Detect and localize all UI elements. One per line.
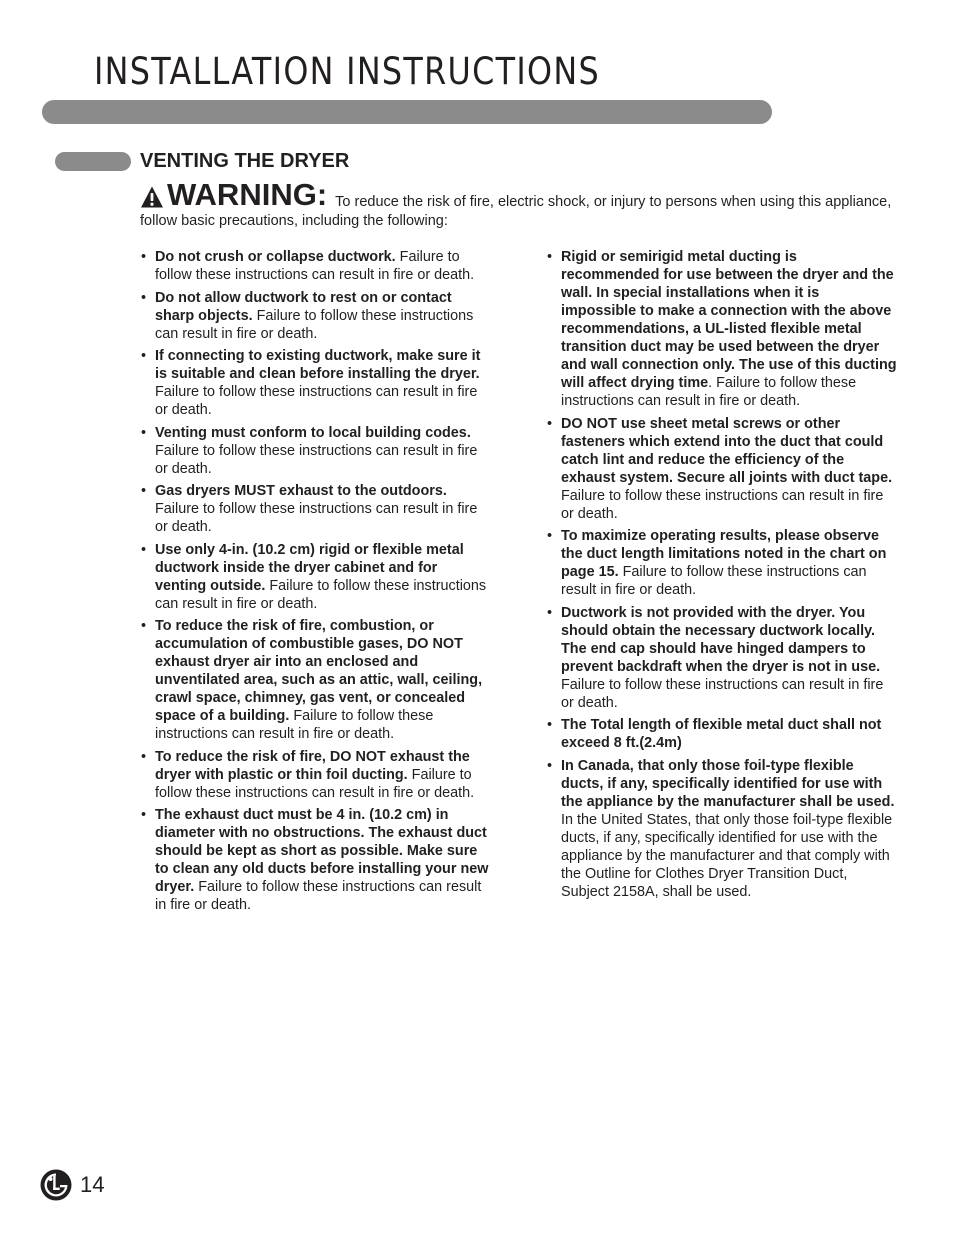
list-item-emphasis: In Canada, that only those foil-type flexible ducts, if any, specifically identified for use with the appliance by the manufacturer shall be used. bbox=[561, 757, 895, 810]
list-item-text: . Failure to follow these instructions can result in fire or death. bbox=[561, 375, 857, 409]
list-item-emphasis: Use only 4-in. (10.2 cm) rigid or flexible metal ductwork inside the dryer cabinet and for venting outside. bbox=[155, 541, 464, 594]
list-item bbox=[141, 748, 491, 802]
list-item bbox=[547, 716, 897, 752]
list-item bbox=[547, 415, 897, 523]
list-item-text: Failure to follow these instructions can result in fire or death. bbox=[561, 564, 867, 598]
list-item-emphasis: To reduce the risk of fire, DO NOT exhaust the dryer with plastic or thin foil ducting. bbox=[155, 748, 470, 783]
list-item-text: In the United States, that only those foil-type flexible ducts, if any, specifically identified for use with the appliance by the manufacturer and that comply with the Outline for Clothes Dryer Transition Duct, Subject 2158A, shall be used. bbox=[561, 811, 893, 900]
page-number: 14 bbox=[80, 1172, 105, 1197]
list-item-text: Failure to follow these instructions can result in fire or death. bbox=[155, 501, 478, 535]
list-item-text: Failure to follow these instructions can result in fire or death. bbox=[155, 766, 475, 801]
title-divider-bar bbox=[42, 100, 772, 124]
warning-triangle-icon bbox=[140, 185, 164, 209]
list-item bbox=[141, 482, 491, 536]
list-item bbox=[141, 248, 491, 284]
list-item bbox=[141, 617, 491, 743]
section-marker-pill bbox=[55, 152, 131, 171]
warning-label bbox=[140, 178, 327, 212]
list-item-emphasis: The exhaust duct must be 4 in. (10.2 cm) in diameter with no obstructions. The exhaust duct should be kept as short as possible. Make sure to clean any old ducts before installing your new dryer. bbox=[155, 807, 489, 895]
list-item bbox=[141, 424, 491, 478]
list-item-emphasis: To reduce the risk of fire, combustion, or accumulation of combustible gases, DO NOT exhaust dryer air into an enclosed and unventilated area, such as an attic, wall, ceiling, crawl space, chimney, gas vent, or concealed space of a building. bbox=[155, 618, 483, 724]
list-item-text: Failure to follow these instructions can result in fire or death. bbox=[155, 307, 474, 342]
warning-label-text: WARNING: bbox=[167, 177, 328, 212]
list-item-emphasis: Rigid or semirigid metal ducting is recommended for use between the dryer and the wall. In special installations when it is impossible to make a connection with the above recommendations, a UL-listed flexible metal transition duct may be used between the dryer and wall connection only. The use of this ducting will affect drying time bbox=[561, 249, 897, 391]
list-item bbox=[141, 541, 491, 613]
list-item-text: Failure to follow these instructions can result in fire or death. bbox=[155, 384, 478, 418]
warning-text: To reduce the risk of fire, electric shock, or injury to persons when using this appliance, follow basic precautions, including the following: bbox=[140, 194, 892, 229]
left-column-list bbox=[141, 248, 491, 919]
list-item-text: Failure to follow these instructions can result in fire or death. bbox=[155, 249, 475, 283]
section-heading: VENTING THE DRYER bbox=[140, 150, 350, 172]
list-item-emphasis: Venting must conform to local building codes. bbox=[155, 424, 471, 441]
list-item bbox=[547, 248, 897, 410]
list-item-text: Failure to follow these instructions can result in fire or death. bbox=[155, 708, 434, 742]
list-item-emphasis: DO NOT use sheet metal screws or other fasteners which extend into the duct that could catch lint and reduce the efficiency of the exhaust system. Secure all joints with duct tape. bbox=[561, 415, 893, 486]
list-item-emphasis: The Total length of flexible metal duct shall not exceed 8 ft.(2.4m) bbox=[561, 717, 882, 751]
list-item bbox=[547, 604, 897, 712]
list-item-text: Failure to follow these instructions can result in fire or death. bbox=[155, 577, 487, 612]
list-item-emphasis: Do not crush or collapse ductwork. bbox=[155, 249, 396, 265]
list-item-text: Failure to follow these instructions can result in fire or death. bbox=[561, 487, 884, 522]
list-item-text: Failure to follow these instructions can result in fire or death. bbox=[155, 879, 482, 913]
right-column-list bbox=[547, 248, 897, 905]
list-item-emphasis: Do not allow ductwork to rest on or contact sharp objects. bbox=[155, 289, 452, 324]
list-item bbox=[547, 527, 897, 599]
list-item-emphasis: Gas dryers MUST exhaust to the outdoors. bbox=[155, 483, 447, 499]
list-item-text: Failure to follow these instructions can result in fire or death. bbox=[155, 442, 478, 477]
lg-logo-icon bbox=[40, 1169, 72, 1201]
list-item-emphasis: Ductwork is not provided with the dryer. You should obtain the necessary ductwork locally. The end cap should have hinged dampers to prevent backdraft when the dryer is not in use. bbox=[561, 604, 881, 675]
warning-block bbox=[140, 178, 900, 230]
page-title: INSTALLATION INSTRUCTIONS bbox=[94, 50, 600, 93]
list-item-text: Failure to follow these instructions can result in fire or death. bbox=[561, 676, 884, 711]
list-item bbox=[141, 806, 491, 914]
list-item-emphasis: To maximize operating results, please observe the duct length limitations noted in the chart on page 15. bbox=[561, 528, 887, 580]
list-item bbox=[141, 347, 491, 419]
list-item bbox=[141, 289, 491, 343]
list-item bbox=[547, 757, 897, 901]
list-item-emphasis: If connecting to existing ductwork, make sure it is suitable and clean before installing the dryer. bbox=[155, 348, 481, 382]
